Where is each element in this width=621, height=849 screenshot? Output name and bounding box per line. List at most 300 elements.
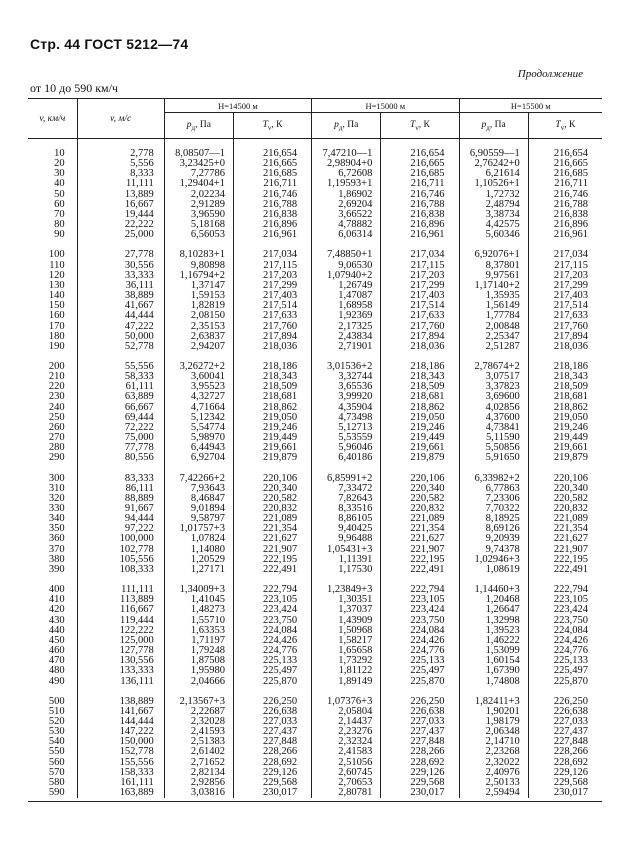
table-cell: 1,08619: [459, 565, 528, 575]
table-cell: 2,05804: [312, 707, 381, 717]
table-cell: 8,86105: [312, 514, 381, 524]
table-cell: 2,17325: [312, 322, 381, 332]
table-cell: 163,889: [77, 788, 164, 798]
table-cell: 2,71652: [164, 758, 233, 768]
table-cell: 217,894: [381, 332, 459, 342]
table-cell: 70: [28, 210, 77, 220]
table-cell: 510: [28, 707, 77, 717]
table-cell: 224,426: [381, 636, 459, 646]
table-cell: 226,638: [381, 707, 459, 717]
table-cell: 161,111: [77, 778, 164, 788]
table-cell: 217,299: [381, 281, 459, 291]
table-cell: 111,111: [77, 585, 164, 595]
table-cell: 180: [28, 332, 77, 342]
table-cell: 222,491: [233, 565, 311, 575]
table-cell: 225,497: [553, 665, 588, 677]
table-cell: 2,00848: [459, 322, 528, 332]
table-cell: 1,43909: [312, 616, 381, 626]
table-cell: 61,111: [77, 382, 164, 392]
table-cell: 219,246: [553, 421, 588, 433]
table-row: [28, 453, 602, 463]
table-cell: 7,82643: [312, 494, 381, 504]
table-cell: 13,889: [77, 190, 164, 200]
table-cell: 9,74378: [459, 545, 528, 555]
table-cell: 9,80898: [164, 261, 233, 271]
table-row: [28, 788, 602, 798]
table-row: [28, 565, 602, 575]
table-cell: 400: [28, 585, 77, 595]
table-row: [28, 342, 602, 352]
table-cell: 105,556: [77, 555, 164, 565]
table-cell: 6,33982+2: [459, 474, 528, 484]
table-cell: 9,96488: [312, 534, 381, 544]
table-cell: 224,084: [381, 626, 459, 636]
atmosphere-table: [28, 98, 602, 798]
table-cell: 216,665: [381, 159, 459, 169]
table-cell: 2,04666: [164, 677, 233, 687]
table-cell: 2,02234: [164, 190, 233, 200]
table-cell: 3,01536+2: [312, 362, 381, 372]
table-cell: 1,05431+3: [312, 545, 381, 555]
table-cell: 223,750: [553, 614, 588, 626]
header-pressure-2: $p_д$, Па: [312, 113, 381, 139]
table-cell: 6,40186: [312, 453, 381, 463]
table-cell: 2,48794: [459, 200, 528, 210]
table-cell: 1,30351: [312, 595, 381, 605]
table-cell: 218,343: [233, 372, 311, 382]
table-cell: 216,711: [233, 179, 311, 189]
table-cell: 219,661: [233, 443, 311, 453]
table-cell: 10: [28, 149, 77, 159]
table-cell: 3,96590: [164, 210, 233, 220]
table-cell: 216,838: [553, 208, 588, 220]
table-cell: 227,848: [381, 737, 459, 747]
table-cell: 1,86902: [312, 190, 381, 200]
table-cell: 19,444: [77, 210, 164, 220]
table-cell: 218,862: [233, 403, 311, 413]
table-cell: 229,568: [381, 778, 459, 788]
table-cell: 155,556: [77, 758, 164, 768]
table-cell: 4,32727: [164, 392, 233, 402]
table-cell: 217,760: [553, 320, 588, 332]
table-cell: 2,14437: [312, 717, 381, 727]
table-cell: 88,889: [77, 494, 164, 504]
table-cell: 224,084: [233, 626, 311, 636]
table-cell: 1,46222: [459, 636, 528, 646]
table-cell: 270: [28, 433, 77, 443]
table-cell: 6,92704: [164, 453, 233, 463]
table-cell: 3,60041: [164, 372, 233, 382]
table-cell: 222,794: [233, 585, 311, 595]
table-cell: 1,73292: [312, 656, 381, 666]
table-cell: 27,778: [77, 250, 164, 260]
table-cell: 30,556: [77, 261, 164, 271]
table-cell: 147,222: [77, 727, 164, 737]
table-cell: 3,65536: [312, 382, 381, 392]
table-cell: 7,47210—1: [312, 149, 381, 159]
table-cell: 1,65658: [312, 646, 381, 656]
table-cell: 260: [28, 423, 77, 433]
table-cell: 2,41583: [312, 747, 381, 757]
table-cell: 2,98904+0: [312, 159, 381, 169]
table-cell: 221,089: [233, 514, 311, 524]
table-cell: 219,050: [381, 413, 459, 423]
table-cell: 225,133: [381, 656, 459, 666]
table-cell: 1,14080: [164, 545, 233, 555]
table-cell: 2,70653: [312, 778, 381, 788]
table-cell: 227,437: [381, 727, 459, 737]
table-cell: 1,02946+3: [459, 555, 528, 565]
header-v-ms: v, м/с: [77, 99, 164, 139]
table-cell: 2,06348: [459, 727, 528, 737]
table-cell: 1,67390: [459, 666, 528, 676]
table-cell: 230,017: [381, 788, 459, 798]
table-cell: 225,870: [381, 677, 459, 687]
table-cell: 217,633: [381, 311, 459, 321]
table-cell: 227,437: [553, 726, 588, 738]
table-cell: 3,26272+2: [164, 362, 233, 372]
table-cell: 2,40976: [459, 768, 528, 778]
table-cell: 225,133: [553, 655, 588, 667]
table-cell: 8,69126: [459, 524, 528, 534]
table-cell: 9,97561: [459, 271, 528, 281]
table-cell: 250: [28, 413, 77, 423]
table-cell: 229,568: [233, 778, 311, 788]
table-cell: 229,126: [381, 768, 459, 778]
table-cell: 5,12713: [312, 423, 381, 433]
table-cell: 216,654: [381, 149, 459, 159]
table-cell: 520: [28, 717, 77, 727]
table-cell: 2,92856: [164, 778, 233, 788]
table-cell: 80,556: [77, 453, 164, 463]
table-cell: 144,444: [77, 717, 164, 727]
table-cell: 1,53099: [459, 646, 528, 656]
table-cell: 226,638: [233, 707, 311, 717]
table-cell: 217,403: [233, 291, 311, 301]
table-cell: 220,582: [233, 494, 311, 504]
table-cell: 136,111: [77, 677, 164, 687]
table-cell: 5,18168: [164, 220, 233, 230]
table-cell: 218,036: [553, 340, 588, 352]
table-cell: 228,266: [381, 747, 459, 757]
table-cell: 221,627: [553, 533, 588, 545]
table-cell: 219,050: [233, 413, 311, 423]
table-cell: 125,000: [77, 636, 164, 646]
table-cell: 470: [28, 656, 77, 666]
table-cell: 6,72608: [312, 169, 381, 179]
table-cell: 2,82134: [164, 768, 233, 778]
table-cell: 9,40425: [312, 524, 381, 534]
table-cell: 4,71664: [164, 403, 233, 413]
table-cell: 36,111: [77, 281, 164, 291]
table-cell: 33,333: [77, 271, 164, 281]
table-cell: 216,711: [554, 178, 588, 190]
table-cell: 2,60745: [312, 768, 381, 778]
table-cell: 1,20529: [164, 555, 233, 565]
table-cell: 1,89149: [312, 677, 381, 687]
table-cell: 6,44943: [164, 443, 233, 453]
table-cell: 130: [28, 281, 77, 291]
table-cell: 227,437: [233, 727, 311, 737]
table-cell: 229,568: [553, 776, 588, 788]
table-cell: 220,832: [233, 504, 311, 514]
table-cell: 6,06314: [312, 230, 381, 240]
table-cell: 221,089: [553, 513, 588, 525]
table-cell: 7,93643: [164, 484, 233, 494]
table-cell: 220: [28, 382, 77, 392]
header-temperature-2: $T_v$, К: [381, 113, 459, 139]
table-cell: 580: [28, 778, 77, 788]
table-cell: 1,74808: [459, 677, 528, 687]
table-cell: 218,509: [381, 382, 459, 392]
table-cell: 22,222: [77, 220, 164, 230]
table-cell: 430: [28, 616, 77, 626]
table-cell: 2,43834: [312, 332, 381, 342]
table-cell: 217,115: [233, 261, 311, 271]
table-cell: 440: [28, 626, 77, 636]
table-cell: 220,340: [233, 484, 311, 494]
table-cell: 2,69204: [312, 200, 381, 210]
table-cell: 216,654: [553, 148, 588, 159]
table-cell: 217,299: [233, 281, 311, 291]
table-cell: 1,10526+1: [459, 179, 528, 189]
table-cell: 8,33516: [312, 504, 381, 514]
table-cell: 1,90201: [459, 707, 528, 717]
table-cell: 1,41045: [164, 595, 233, 605]
table-cell: 218,681: [381, 392, 459, 402]
table-cell: 2,78674+2: [459, 362, 528, 372]
table-cell: 216,788: [381, 200, 459, 210]
table-cell: 2,25347: [459, 332, 528, 342]
table-cell: 227,033: [233, 717, 311, 727]
table-cell: 460: [28, 646, 77, 656]
table-cell: 141,667: [77, 707, 164, 717]
table-cell: 5,54774: [164, 423, 233, 433]
table-cell: 590: [28, 788, 77, 798]
table-row: [28, 677, 602, 687]
table-cell: 220,832: [553, 503, 588, 514]
table-cell: 1,17530: [312, 565, 381, 575]
table-cell: 1,11391: [312, 555, 381, 565]
table-cell: 9,58797: [164, 514, 233, 524]
table-cell: 223,105: [381, 595, 459, 605]
table-cell: 1,59153: [164, 291, 233, 301]
table-cell: 310: [28, 484, 77, 494]
table-cell: 230,017: [553, 787, 588, 799]
table-cell: 220,582: [553, 492, 588, 504]
table-cell: 1,26647: [459, 605, 528, 615]
table-cell: 150,000: [77, 737, 164, 747]
table-cell: 228,692: [381, 758, 459, 768]
table-cell: 2,50133: [459, 778, 528, 788]
table-cell: 41,667: [77, 301, 164, 311]
table-cell: 2,35153: [164, 322, 233, 332]
table-cell: 127,778: [77, 646, 164, 656]
table-cell: 220,106: [381, 474, 459, 484]
table-cell: 1,23849+3: [312, 585, 381, 595]
table-cell: 223,750: [233, 616, 311, 626]
table-cell: 150: [28, 301, 77, 311]
table-cell: 1,17140+2: [459, 281, 528, 291]
table-cell: 217,203: [553, 269, 588, 281]
table-cell: 480: [28, 666, 77, 676]
table-cell: 218,862: [553, 401, 588, 413]
table-cell: 220,106: [233, 474, 311, 484]
table-cell: 219,246: [381, 423, 459, 433]
table-cell: 222,195: [233, 555, 311, 565]
table-cell: 320: [28, 494, 77, 504]
table-cell: 229,126: [553, 766, 588, 778]
table-cell: 83,333: [77, 474, 164, 484]
table-cell: 1,07824: [164, 534, 233, 544]
table-cell: 225,497: [381, 666, 459, 676]
table-cell: 1,56149: [459, 301, 528, 311]
table-cell: 218,509: [233, 382, 311, 392]
table-cell: 221,907: [233, 545, 311, 555]
table-cell: 330: [28, 504, 77, 514]
table-cell: 1,37037: [312, 605, 381, 615]
table-cell: 220,582: [381, 494, 459, 504]
table-cell: 221,089: [381, 514, 459, 524]
table-cell: 1,92369: [312, 311, 381, 321]
table-cell: 360: [28, 534, 77, 544]
table-cell: 8,10283+1: [164, 250, 233, 260]
table-cell: 2,59494: [459, 788, 528, 798]
table-cell: 7,27786: [164, 169, 233, 179]
table-cell: 8,37801: [459, 261, 528, 271]
table-cell: 217,203: [381, 271, 459, 281]
table-cell: 217,034: [553, 249, 588, 261]
table-cell: 140: [28, 291, 77, 301]
table-cell: 91,667: [77, 504, 164, 514]
table-cell: 2,41593: [164, 727, 233, 737]
table-cell: 218,186: [553, 360, 588, 372]
table-cell: 5,556: [77, 159, 164, 169]
header-v-kmh: v, км/ч: [28, 99, 77, 139]
table-cell: 223,424: [381, 605, 459, 615]
table-cell: 219,449: [553, 432, 588, 444]
table-cell: 219,449: [381, 433, 459, 443]
speed-range-caption: от 10 до 590 км/ч: [30, 81, 118, 95]
table-cell: 210: [28, 372, 77, 382]
page-header: Стр. 44 ГОСТ 5212—74: [30, 36, 189, 52]
table-cell: 218,862: [381, 403, 459, 413]
table-cell: 410: [28, 595, 77, 605]
table-cell: 226,250: [553, 695, 588, 707]
table-cell: 219,050: [553, 411, 588, 423]
table-cell: 225,133: [233, 656, 311, 666]
table-cell: 3,69600: [459, 392, 528, 402]
table-cell: 221,354: [381, 524, 459, 534]
table-row: [28, 311, 602, 321]
table-cell: 1,82411+3: [459, 697, 528, 707]
table-cell: 227,848: [553, 736, 588, 748]
table-row: [28, 230, 602, 240]
table-cell: 220,340: [381, 484, 459, 494]
table-cell: 1,82819: [164, 301, 233, 311]
table-cell: 218,036: [233, 342, 311, 352]
header-altitude-3: H=15500 м: [459, 99, 602, 113]
table-cell: 170: [28, 322, 77, 332]
table-cell: 216,746: [233, 190, 311, 200]
table-cell: 2,80781: [312, 788, 381, 798]
table-cell: 216,961: [233, 230, 311, 240]
table-cell: 110: [28, 261, 77, 271]
table-cell: 220,106: [553, 472, 588, 484]
table-cell: 1,01757+3: [164, 524, 233, 534]
header-temperature-1: $T_v$, К: [233, 113, 311, 139]
table-cell: 1,72732: [459, 190, 528, 200]
table-cell: 217,894: [553, 330, 588, 342]
table-cell: 2,71901: [312, 342, 381, 352]
table-cell: 540: [28, 737, 77, 747]
table-cell: 216,896: [381, 220, 459, 230]
table-cell: 225,497: [233, 666, 311, 676]
table-cell: 6,85991+2: [312, 474, 381, 484]
table-cell: 219,879: [553, 452, 588, 464]
table-cell: 216,685: [553, 168, 588, 180]
table-cell: 1,98179: [459, 717, 528, 727]
table-cell: 217,115: [554, 259, 588, 271]
table-cell: 217,894: [233, 332, 311, 342]
table-cell: 40: [28, 179, 77, 189]
table-cell: 216,665: [233, 159, 311, 169]
table-cell: 5,91650: [459, 453, 528, 463]
table-cell: 66,667: [77, 403, 164, 413]
table-cell: 4,73498: [312, 413, 381, 423]
table-cell: 222,491: [553, 563, 588, 575]
table-cell: 2,32028: [164, 717, 233, 727]
table-cell: 225,870: [233, 677, 311, 687]
table-cell: 1,63353: [164, 626, 233, 636]
table-cell: 227,033: [381, 717, 459, 727]
table-cell: 218,343: [553, 371, 588, 383]
table-cell: 4,02856: [459, 403, 528, 413]
table-cell: 8,46847: [164, 494, 233, 504]
table-cell: 216,746: [553, 188, 588, 200]
table-cell: 80: [28, 220, 77, 230]
table-cell: 7,33472: [312, 484, 381, 494]
table-cell: 216,961: [381, 230, 459, 240]
table-cell: 1,27171: [164, 565, 233, 575]
table-cell: 340: [28, 514, 77, 524]
table-cell: 223,105: [233, 595, 311, 605]
table-cell: 72,222: [77, 423, 164, 433]
table-cell: 4,37600: [459, 413, 528, 423]
table-cell: 9,20939: [459, 534, 528, 544]
table-cell: 1,07940+2: [312, 271, 381, 281]
table-cell: 222,794: [381, 585, 459, 595]
table-cell: 160: [28, 311, 77, 321]
table-cell: 122,222: [77, 626, 164, 636]
table-cell: 217,034: [233, 250, 311, 260]
table-cell: 1,77784: [459, 311, 528, 321]
table-cell: 2,91289: [164, 200, 233, 210]
table-cell: 216,896: [553, 219, 588, 231]
table-cell: 3,66522: [312, 210, 381, 220]
table-cell: 221,907: [553, 543, 588, 555]
table-cell: 1,34009+3: [164, 585, 233, 595]
table-cell: 55,556: [77, 362, 164, 372]
table-cell: 1,50968: [312, 626, 381, 636]
table-cell: 94,444: [77, 514, 164, 524]
table-cell: 2,61402: [164, 747, 233, 757]
table-cell: 219,449: [233, 433, 311, 443]
table-cell: 219,246: [233, 423, 311, 433]
table-cell: 60: [28, 200, 77, 210]
table-cell: 217,203: [233, 271, 311, 281]
table-cell: 52,778: [77, 342, 164, 352]
